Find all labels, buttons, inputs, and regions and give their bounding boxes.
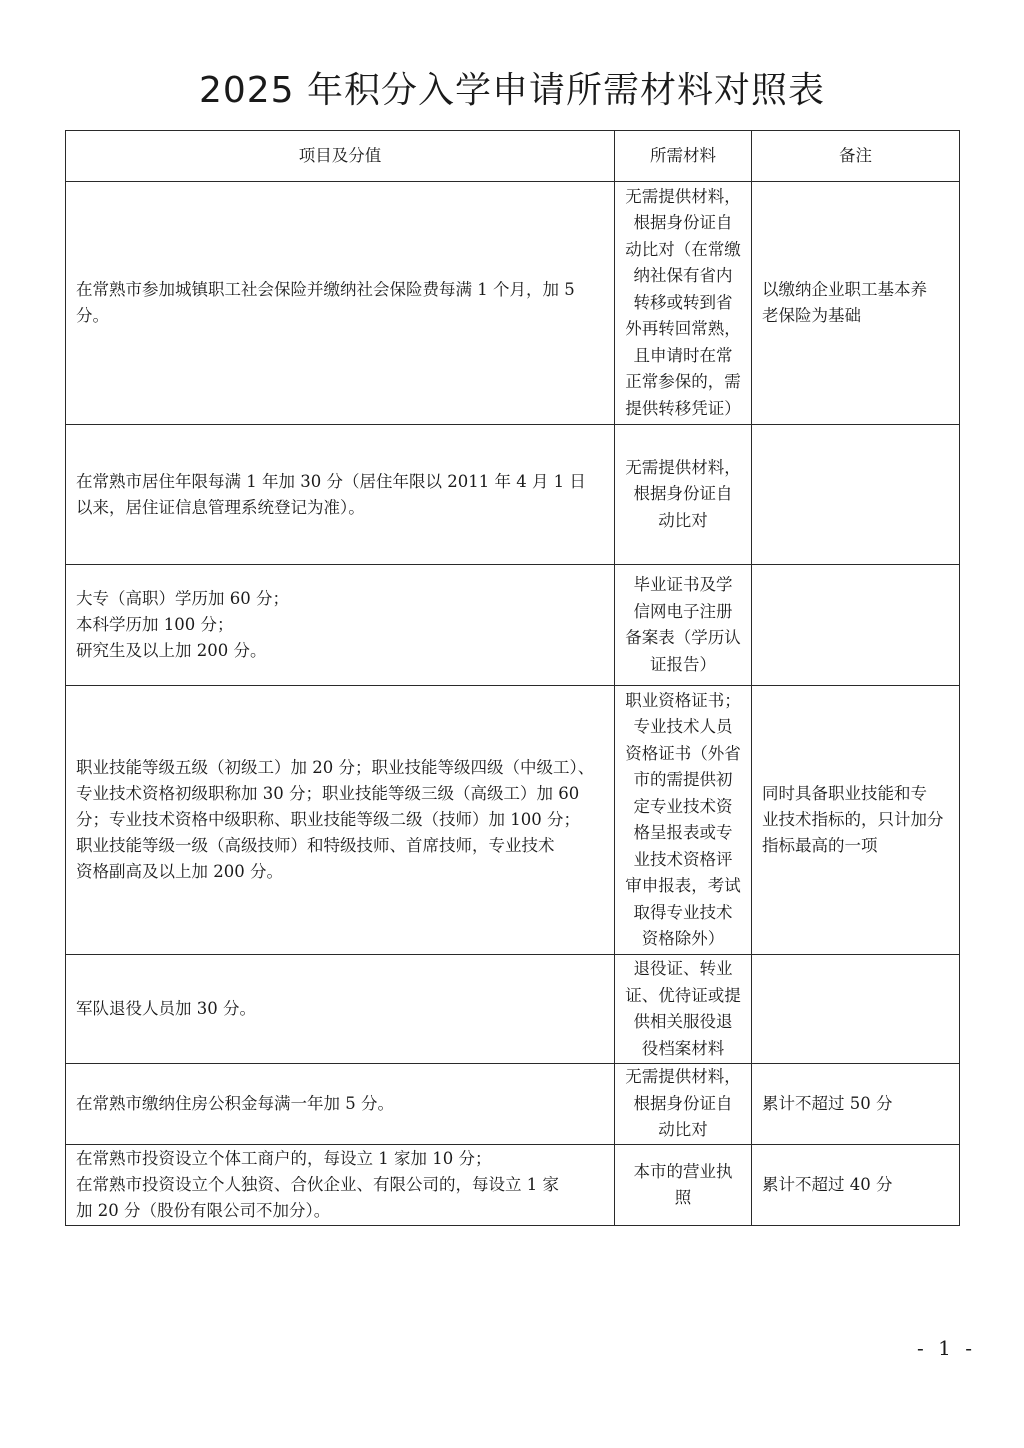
header-materials: 所需材料 [615,131,752,182]
table-row [66,1064,960,1145]
item-cell: 在常熟市居住年限每满 1 年加 30 分（居住年限以 2011 年 4 月 1 日 以来，居住证信息管理系统登记为准）。 [66,425,615,565]
header-item: 项目及分值 [66,131,615,182]
table-row [66,686,960,955]
materials-cell: 无需提供材料， 根据身份证自 动比对 [615,1064,752,1145]
page-title: 2025 年积分入学申请所需材料对照表 [198,70,826,111]
notes-cell [752,425,960,565]
materials-cell: 无需提供材料， 根据身份证自 动比对（在常缴 纳社保有省内 转移或转到省 外再转回常熟， 且申请时在常 正常参保的，需 提供转移凭证） [615,182,752,425]
materials-cell: 职业资格证书； 专业技术人员 资格证书（外省 市的需提供初 定专业技术资 格呈报表或专 业技术资格评 审申报表，考试 取得专业技术 资格除外） [615,686,752,955]
materials-cell: 无需提供材料， 根据身份证自 动比对 [615,425,752,565]
item-cell: 大专（高职）学历加 60 分； 本科学历加 100 分； 研究生及以上加 200 分。 [66,565,615,686]
materials-cell: 退役证、转业 证、优待证或提 供相关服役退 役档案材料 [615,955,752,1064]
item-cell: 职业技能等级五级（初级工）加 20 分；职业技能等级四级（中级工）、 专业技术资格初级职称加 30 分；职业技能等级三级（高级工）加 60 分；专业技术资格中级职称、职业技能等级二级（技师）加 100 分； 职业技能等级一级（高级技师）和特级技师、首席技师，专业技术 资格副高及以上加 200 分。 [66,686,615,955]
item-cell: 在常熟市缴纳住房公积金每满一年加 5 分。 [66,1064,615,1145]
table-row [66,425,960,565]
materials-table [65,130,960,1226]
table-row [66,182,960,425]
item-cell: 在常熟市参加城镇职工社会保险并缴纳社会保险费每满 1 个月，加 5 分。 [66,182,615,425]
notes-cell: 累计不超过 50 分 [752,1064,960,1145]
header-notes: 备注 [752,131,960,182]
item-cell: 在常熟市投资设立个体工商户的，每设立 1 家加 10 分； 在常熟市投资设立个人独资、合伙企业、有限公司的，每设立 1 家 加 20 分（股份有限公司不加分）。 [66,1145,615,1226]
notes-cell: 累计不超过 40 分 [752,1145,960,1226]
notes-cell [752,955,960,1064]
table-row [66,1145,960,1226]
table-header-row [66,131,960,182]
notes-cell: 同时具备职业技能和专 业技术指标的，只计加分 指标最高的一项 [752,686,960,955]
notes-cell [752,565,960,686]
materials-cell: 毕业证书及学 信网电子注册 备案表（学历认 证报告） [615,565,752,686]
item-cell: 军队退役人员加 30 分。 [66,955,615,1064]
page-number: - 1 - [917,1336,976,1360]
table-row [66,955,960,1064]
notes-cell: 以缴纳企业职工基本养 老保险为基础 [752,182,960,425]
materials-cell: 本市的营业执 照 [615,1145,752,1226]
table-row [66,565,960,686]
